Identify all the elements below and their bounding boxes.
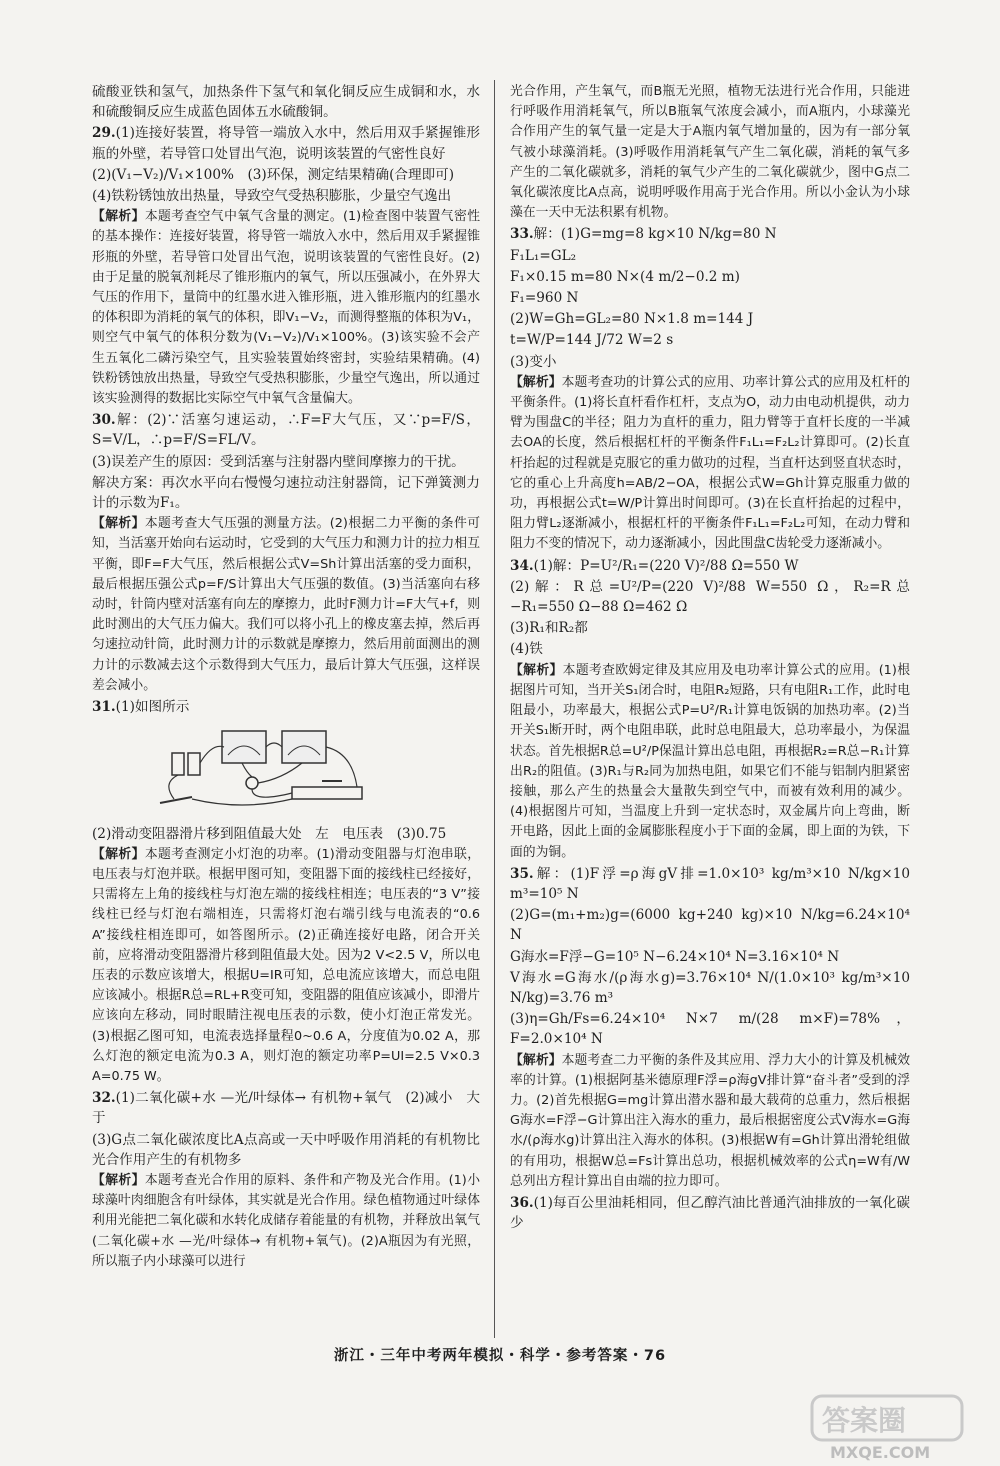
answer-paragraph <box>510 968 910 1008</box>
paragraph-text: (3)G点二氧化碳浓度比A点高或一天中呼吸作用消耗的有机物比光合作用产生的有机物多 <box>92 1131 480 1168</box>
analysis-paragraph <box>92 1171 480 1272</box>
paragraph-text: 解：(1)G=mg=8 kg×10 N/kg=80 N <box>533 226 777 243</box>
answer-paragraph <box>510 352 910 372</box>
paragraph-text: G海水=F浮−G=10⁵ N−6.24×10⁴ N=3.16×10⁴ N <box>510 948 840 965</box>
paragraph-text: (2)W=Gh=GL₂=80 N×1.8 m=144 J <box>510 311 754 328</box>
paragraph-text: 解：(1)F浮=ρ海gV排=1.0×10³ kg/m³×10 N/kg×10 m³=10⁵ N <box>510 865 910 902</box>
analysis-tag: 【解析】 <box>510 662 563 678</box>
answer-paragraph <box>510 577 910 617</box>
paragraph-text: (3)变小 <box>510 353 557 370</box>
analysis-tag: 【解析】 <box>92 846 145 862</box>
answer-paragraph <box>510 556 910 576</box>
answer-paragraph <box>510 1193 910 1233</box>
answer-paragraph <box>92 473 480 513</box>
answer-paragraph <box>92 82 480 122</box>
analysis-paragraph <box>510 373 910 555</box>
answer-paragraph <box>510 267 910 287</box>
paragraph-text: (4)铁 <box>510 641 543 658</box>
answer-paragraph <box>510 246 910 266</box>
paragraph-text: 本题考查功的计算公式的应用、功率计算公式的应用及杠杆的平衡条件。(1)将长直杆看作杠杆，支点为O，动力由电动机提供，动力臂为围盘C的半径；阻力为直杆的重力，阻力臂等于直杆长度的一半减去OA的长度，然后根据杠杆的平衡条件F₁L₁=F₂L₂计算即可。(2)长直杆抬起的过程就是克服它的重力做功的过程，当直杆达到竖直状态时，它的重心上升高度h=AB/2−OA，根据公式W=Gh计算克服重力做的功，再根据公式t=W/P计算出时间即可。(3)在长直杆抬起的过程中，阻力臂L₂逐渐减小，根据杠杆的平衡条件F₁L₁=F₂L₂可知，在动力臂和阻力不变的情况下，动力逐渐减小，因此围盘C齿轮受力逐渐减小。 <box>510 374 911 552</box>
answer-paragraph <box>510 864 910 904</box>
question-number: 32. <box>92 1090 116 1107</box>
answer-paragraph <box>510 618 910 638</box>
paragraph-text: F₁L₁=GL₂ <box>510 247 577 264</box>
paragraph-text: (1)二氧化碳+水 —光/叶绿体→ 有机物+氧气 (2)减小 大于 <box>92 1090 480 1127</box>
answer-paragraph <box>510 639 910 659</box>
analysis-tag: 【解析】 <box>92 516 145 532</box>
paragraph-text: 本题考查欧姆定律及其应用及电功率计算公式的应用。(1)根据图片可知，当开关S₁闭合时，电阻R₂短路，只有电阻R₁工作，此时电阻最小，功率最大，根据公式P=U²/R₁计算电饭锅的加热功率。(2)当开关S₁断开时，两个电阻串联，此时总电阻最大，总功率最小，为保温状态。首先根据R总=U²/P保温计算出总电阻，再根据R₂=R总−R₁计算出R₂的阻值。(3)R₁与R₂同为加热电阻，如果它们不能与铝制内胆紧密接触，那么产生的热量会大量散失到空气中，而被有效利用的减少。(4)根据图片可知，当温度上升到一定状态时，双金属片向上弯曲，断开电路，因此上面的金属膨胀程度小于下面的金属，即上面的为铁，下面的为铜。 <box>510 662 910 860</box>
page-footer: 浙江・三年中考两年模拟・科学・参考答案・76 <box>333 1348 667 1364</box>
paragraph-text: F₁×0.15 m=80 N×(4 m/2−0.2 m) <box>510 268 740 285</box>
answer-paragraph <box>92 1088 480 1128</box>
analysis-paragraph <box>510 661 910 863</box>
watermark-text: 答案圈 <box>822 1404 907 1437</box>
paragraph-text: 解决方案：再次水平向右慢慢匀速拉动注射器筒，记下弹簧测力计的示数为F₁。 <box>92 474 480 512</box>
paragraph-text: (2)滑动变阻器滑片移到阻值最大处 左 电压表 (3)0.75 <box>92 825 447 842</box>
paragraph-text: (3)误差产生的原因：受到活塞与注射器内壁间摩擦力的干扰。 <box>92 453 465 470</box>
analysis-paragraph <box>92 514 480 696</box>
answer-paragraph <box>510 224 910 244</box>
right-column <box>510 82 910 1234</box>
paragraph-text: (1)连接好装置，将导管一端放入水中，然后用双手紧握锥形瓶的外壁，若导管口处冒出气泡，说明该装置的气密性良好 <box>92 125 480 162</box>
paragraph-text: 本题考查空气中氧气含量的测定。(1)检查图中装置气密性的基本操作：连接好装置，将导管一端放入水中，然后用双手紧握锥形瓶的外壁，若导管口处冒出气泡，说明该装置的气密性良好。(2)由于足量的脱氧剂耗尽了锥形瓶内的氧气，所以压强减小，在外界大气压的作用下，量筒中的红墨水进入锥形瓶，进入锥形瓶内的红墨水的体积即为消耗的氧气的体积，即V₁−V₂，而测得整瓶的体积为V₁，则空气中氧气的体积分数为(V₁−V₂)/V₁×100%。(3)该实验不会产生五氧化二磷污染空气，且实验装置始终密封，实验结果精确。(4)铁粉锈蚀放出热量，导致空气受热积膨胀，少量空气逸出，所以通过该实验测得的数据比实际空气中氧气含量偏大。 <box>92 209 480 407</box>
watermark-logo <box>810 1392 990 1462</box>
question-number: 31. <box>92 699 116 716</box>
paragraph-text: 硫酸亚铁和氢气，加热条件下氢气和氧化铜反应生成铜和水，水和硫酸铜反应生成蓝色固体五水硫酸铜。 <box>92 84 480 121</box>
paragraph-text: (2)(V₁−V₂)/V₁×100% (3)环保，测定结果精确(合理即可) <box>92 166 455 183</box>
left-column <box>92 82 480 1273</box>
circuit-diagram <box>152 723 480 819</box>
paragraph-text: (3)η=Gh/Fs=6.24×10⁴ N×7 m/(28 m×F)=78%，F=2.0×10⁴ N <box>510 1011 910 1048</box>
question-number: 35. <box>510 865 534 882</box>
answer-paragraph <box>510 330 910 350</box>
watermark-url: MXQE.COM <box>830 1443 931 1462</box>
paragraph-text: V海水=G海水/(ρ海水g)=3.76×10⁴ N/(1.0×10³ kg/m³×10 N/kg)=3.76 m³ <box>510 969 910 1006</box>
analysis-tag: 【解析】 <box>92 209 145 225</box>
paragraph-text: (4)铁粉锈蚀放出热量，导致空气受热积膨胀，少量空气逸出 <box>92 188 452 205</box>
column-divider <box>494 80 495 1338</box>
paragraph-text: (1)如图所示 <box>115 699 190 716</box>
answer-paragraph <box>92 1130 480 1170</box>
paragraph-text: 解：(2)∵活塞匀速运动，∴F=F大气压，又∵p=F/S，S=V/L，∴p=F/S=FL/V。 <box>92 412 480 449</box>
paragraph-text: t=W/P=144 J/72 W=2 s <box>510 332 674 349</box>
paragraph-text: 本题考查大气压强的测量方法。(2)根据二力平衡的条件可知，当活塞开始向右运动时，它受到的大气压力和测力计的拉力相互平衡，即F=F大气压，然后根据公式V=Sh计算出活塞的受力面积，最后根据压强公式p=F/S计算出大气压强的数值。(3)当活塞向右移动时，针筒内壁对活塞有向左的摩擦力，此时F测力计=F大气+f，则此时测出的大气压力偏大。我们可以将小孔上的橡皮塞去掉，然后再匀速拉动针筒，此时测力计的示数就是摩擦力，然后用前面测出的测力计的示数减去这个示数得到大气压力，最后计算大气压强，这样误差会减小。 <box>92 516 480 693</box>
answer-paragraph <box>510 1009 910 1049</box>
answer-paragraph <box>510 309 910 329</box>
analysis-tag: 【解析】 <box>510 374 562 390</box>
paragraph-text: (2)解：R总=U²/P=(220 V)²/88 W=550 Ω，R₂=R总−R₁=550 Ω−88 Ω=462 Ω <box>510 578 910 616</box>
answer-paragraph <box>92 165 480 185</box>
answer-paragraph <box>92 186 480 206</box>
paragraph-text: (3)R₁和R₂都 <box>510 620 588 637</box>
paragraph-text: 本题考查二力平衡的条件及其应用、浮力大小的计算及机械效率的计算。(1)根据阿基米德原理F浮=ρ海gV排计算“奋斗者”受到的浮力。(2)首先根据G=mg计算出潜水器和最大载荷的总重力，然后根据G海水=F浮−G计算出注入海水的重力，最后根据密度公式V海水=G海水/(ρ海水g)计算出注入海水的体积。(3)根据W有=Gh计算出滑轮组做的有用功，根据W总=Fs计算出总功，根据机械效率的公式η=W有/W总列出方程计算出自由端的拉力即可。 <box>510 1052 911 1189</box>
answer-paragraph <box>92 824 480 844</box>
answer-paragraph <box>510 288 910 308</box>
analysis-paragraph <box>510 1051 910 1192</box>
paragraph-text: (1)每百公里油耗相同，但乙醇汽油比普通汽油排放的一氧化碳少 <box>510 1194 910 1232</box>
answer-paragraph <box>510 82 910 223</box>
answer-paragraph <box>510 947 910 967</box>
question-number: 29. <box>92 125 116 142</box>
paragraph-text: F₁=960 N <box>510 290 579 307</box>
paragraph-text: 本题考查光合作用的原料、条件和产物及光合作用。(1)小球藻叶肉细胞含有叶绿体，其实就是光合作用。绿色植物通过叶绿体利用光能把二氧化碳和水转化成储存着能量的有机物，并释放出氧气(二氧化碳+水 —光/叶绿体→ 有机物+氧气)。(2)A瓶因为有光照，所以瓶子内小球藻可以进行 <box>92 1172 480 1269</box>
question-number: 36. <box>510 1194 534 1211</box>
analysis-tag: 【解析】 <box>510 1052 562 1068</box>
paragraph-text: 光合作用，产生氧气，而B瓶无光照，植物无法进行光合作用，只能进行呼吸作用消耗氧气，所以B瓶氧气浓度会减小，而A瓶内，小球藻光合作用产生的氧气量一定是大于A瓶内氧气增加量的，因为有一部分氧气被小球藻消耗。(3)呼吸作用消耗氧气产生二氧化碳，消耗的氧气多产生的二氧化碳就多，消耗的氧气少产生的二氧化碳就少，图中G点二氧化碳浓度比A点高，说明呼吸作用高于光合作用。所以小金认为小球藻在一天中无法积累有机物。 <box>510 84 910 221</box>
paragraph-text: 本题考查测定小灯泡的功率。(1)滑动变阻器与灯泡串联，电压表与灯泡并联。根据甲图可知，变阻器下面的接线柱已经接好，只需将左上角的接线柱与灯泡左端的接线柱相连；电压表的“3 V”接线柱已经与灯泡右端相连，只需将灯泡右端引线与电流表的“0.6 A”接线柱相连即可，如答图所示。(2)正确连接好电路，闭合开关前，应将滑动变阻器滑片移到阻值最大处。因为2 V<2.5 V，所以电压表的示数应该增大，根据U=IR可知，总电流应该增大，而总电阻应该减小。根据R总=RL+R变可知，变阻器的阻值应该减小，即滑片应该向左移动，同时眼睛注视电压表的示数，使小灯泡正常发光。(3)根据乙图可知，电流表选择量程0~0.6 A，分度值为0.02 A，那么灯泡的额定电流为0.3 A，则灯泡的额定功率P=UI=2.5 V×0.3 A=0.75 W。 <box>92 846 480 1084</box>
answer-paragraph <box>92 410 480 450</box>
question-number: 30. <box>92 412 116 429</box>
paragraph-text: (2)G=(m₁+m₂)g=(6000 kg+240 kg)×10 N/kg=6.24×10⁴ N <box>510 907 910 944</box>
analysis-paragraph <box>92 207 480 409</box>
question-number: 34. <box>510 557 534 574</box>
answer-paragraph <box>92 452 480 472</box>
answer-paragraph <box>92 697 480 717</box>
answer-paragraph <box>92 123 480 163</box>
question-number: 33. <box>510 226 534 243</box>
analysis-tag: 【解析】 <box>92 1172 145 1188</box>
answer-paragraph <box>510 905 910 945</box>
paragraph-text: (1)解：P=U²/R₁=(220 V)²/88 Ω=550 W <box>533 557 799 574</box>
analysis-paragraph <box>92 845 480 1087</box>
